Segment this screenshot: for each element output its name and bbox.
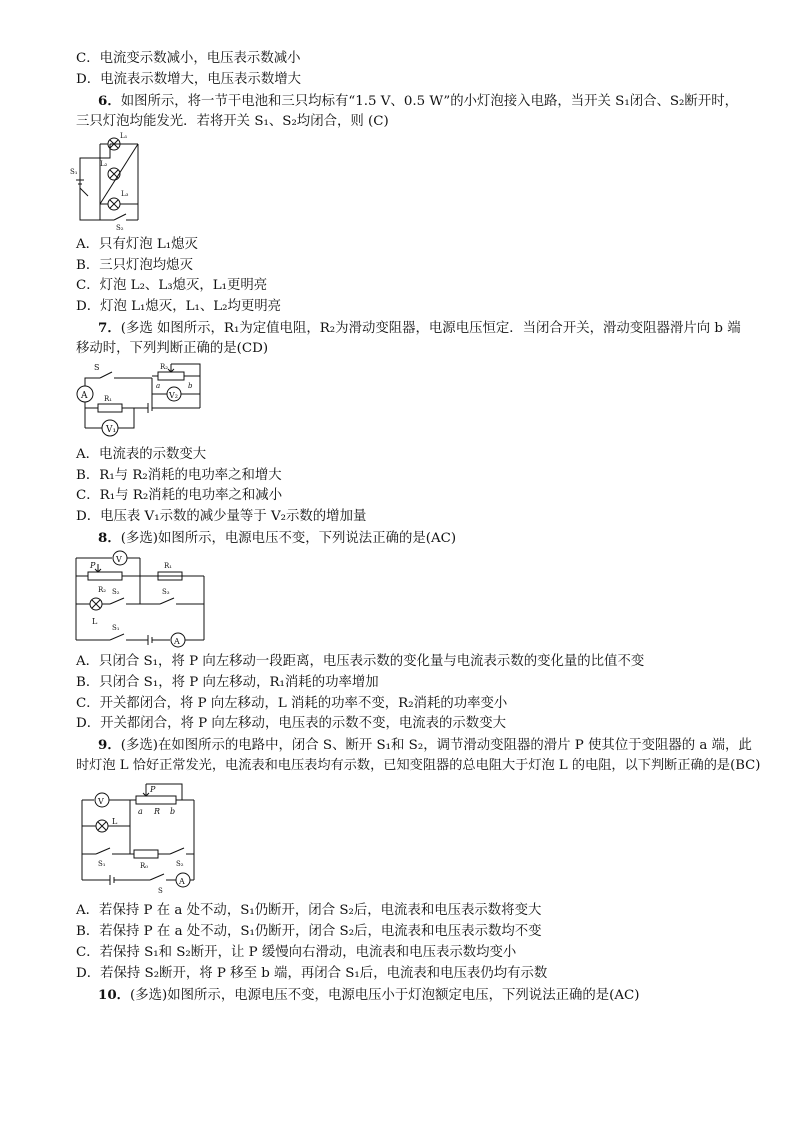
- label-r0-q9: R₀: [140, 862, 149, 870]
- label-a-q9: a: [138, 807, 143, 816]
- q8-circuit-diagram: [70, 548, 210, 650]
- q9-stem-line2: 时灯泡 L 恰好正常发光，电流表和电压表均有示数，已知变阻器的总电阻大于灯泡 L 的电阻，以下判断正确的是(BC): [76, 758, 761, 773]
- label-l-q9: L: [112, 817, 118, 826]
- label-s2-q8: S₂: [112, 588, 120, 596]
- label-s2-q9: S₂: [176, 860, 184, 868]
- q8-stem-text: (多选)如图所示，电源电压不变，下列说法正确的是(AC): [120, 531, 457, 546]
- q6-circuit-diagram: [70, 130, 150, 234]
- label-ammeter-q8: A: [174, 637, 180, 646]
- q10-stem-text: (多选)如图所示，电源电压不变，电源电压小于灯泡额定电压，下列说法正确的是(AC): [130, 988, 640, 1003]
- q7-number: 7．: [98, 320, 121, 336]
- label-l3: L₃: [121, 190, 129, 198]
- q8-option-a: A．只闭合 S₁，将 P 向左移动一段距离，电压表示数的变化量与电流表示数的变化量的比值不变: [76, 654, 645, 669]
- q7-stem-line2: 移动时，下列判断正确的是(CD): [76, 341, 269, 356]
- q6-stem-line1: [98, 91, 738, 112]
- q5-option-d: D．电流表示数增大，电压表示数增大: [76, 72, 301, 87]
- label-p-q8: P: [90, 561, 96, 570]
- q7-option-b: B．R₁与 R₂消耗的电功率之和增大: [76, 468, 282, 483]
- q8-option-c: C．开关都闭合，将 P 向左移动，L 消耗的功率不变，R₂消耗的功率变小: [76, 696, 508, 711]
- q6-option-b: B．三只灯泡均熄灭: [76, 258, 193, 273]
- label-ammeter: A: [81, 391, 88, 401]
- label-s1-q9: S₁: [98, 860, 106, 868]
- label-l2: L₂: [100, 160, 108, 168]
- q10-stem-line1: [98, 985, 640, 1006]
- q8-option-b: B．只闭合 S₁，将 P 向左移动，R₁消耗的功率增加: [76, 675, 379, 690]
- q7-option-d: D．电压表 V₁示数的减少量等于 V₂示数的增加量: [76, 509, 367, 524]
- label-s1-q8: S₁: [112, 624, 120, 632]
- label-v: V: [116, 555, 122, 564]
- label-s2: S₂: [116, 224, 124, 232]
- label-r2-q8: R₂: [98, 586, 107, 594]
- q9-option-a: A．若保持 P 在 a 处不动，S₁仍断开，闭合 S₂后，电流表和电压表示数将变大: [76, 903, 542, 918]
- q8-stem-line1: [98, 528, 456, 549]
- q7-option-c: C．R₁与 R₂消耗的电功率之和减小: [76, 488, 283, 503]
- q9-stem-line1: [98, 735, 752, 756]
- q5-option-c: C．电流变示数减小，电压表示数减小: [76, 51, 301, 66]
- q6-option-d: D．灯泡 L₁熄灭，L₁、L₂均更明亮: [76, 299, 282, 314]
- label-r1-q8: R₁: [164, 562, 173, 570]
- q6-stem-text: 如图所示，将一节干电池和三只均标有“1.5 V、0.5 W”的小灯泡接入电路，当开关 S₁闭合、S₂断开时，: [120, 94, 738, 109]
- q7-circuit-diagram: [70, 360, 220, 442]
- q9-stem-text: (多选)在如图所示的电路中，闭合 S、断开 S₁和 S₂，调节滑动变阻器的滑片 P 使其位于变阻器的 a 端，此: [120, 738, 752, 753]
- label-s: S: [94, 363, 100, 372]
- label-s-q9: S: [158, 887, 163, 895]
- q9-option-c: C．若保持 S₁和 S₂断开，让 P 缓慢向右滑动，电流表和电压表示数均变小: [76, 945, 517, 960]
- q7-stem-line1: [98, 318, 741, 339]
- q9-circuit-diagram: [70, 780, 210, 896]
- q10-number: 10．: [98, 987, 131, 1003]
- label-p-q9: P: [150, 785, 156, 794]
- label-s1: S₁: [70, 168, 78, 176]
- q9-option-b: B．若保持 P 在 a 处不动，S₁仍断开，闭合 S₂后，电流表和电压表示数均不变: [76, 924, 542, 939]
- label-v1: V₁: [106, 425, 117, 435]
- label-r-q9: R: [154, 807, 161, 816]
- label-a: a: [156, 382, 161, 390]
- label-r1: R₁: [104, 395, 113, 403]
- label-b: b: [188, 382, 193, 390]
- label-l1: L₁: [120, 132, 128, 140]
- label-r2: R₂: [160, 363, 169, 371]
- q8-option-d: D．开关都闭合，将 P 向左移动，电压表的示数不变，电流表的示数变大: [76, 716, 506, 731]
- q8-number: 8．: [98, 530, 121, 546]
- q6-option-a: A．只有灯泡 L₁熄灭: [76, 237, 198, 252]
- label-ammeter-q9: A: [179, 877, 185, 886]
- q6-stem-line2: 三只灯泡均能发光．若将开关 S₁、S₂均闭合，则 (C): [76, 114, 389, 129]
- label-l-q8: L: [92, 617, 98, 626]
- label-b-q9: b: [170, 807, 176, 816]
- label-s3-q8: S₃: [162, 588, 170, 596]
- q9-number: 9．: [98, 737, 121, 753]
- q7-stem-text: (多选 如图所示，R₁为定值电阻，R₂为滑动变阻器，电源电压恒定．当闭合开关，滑动变阻器滑片向 b 端: [120, 321, 741, 336]
- q7-option-a: A．电流表的示数变大: [76, 447, 207, 462]
- label-v-q9: V: [98, 797, 104, 806]
- q9-option-d: D．若保持 S₂断开，将 P 移至 b 端，再闭合 S₁后，电流表和电压表仍均有示数: [76, 966, 548, 981]
- q6-number: 6．: [98, 93, 121, 109]
- label-v2: V₂: [169, 391, 178, 400]
- q6-option-c: C．灯泡 L₂、L₃熄灭，L₁更明亮: [76, 278, 268, 293]
